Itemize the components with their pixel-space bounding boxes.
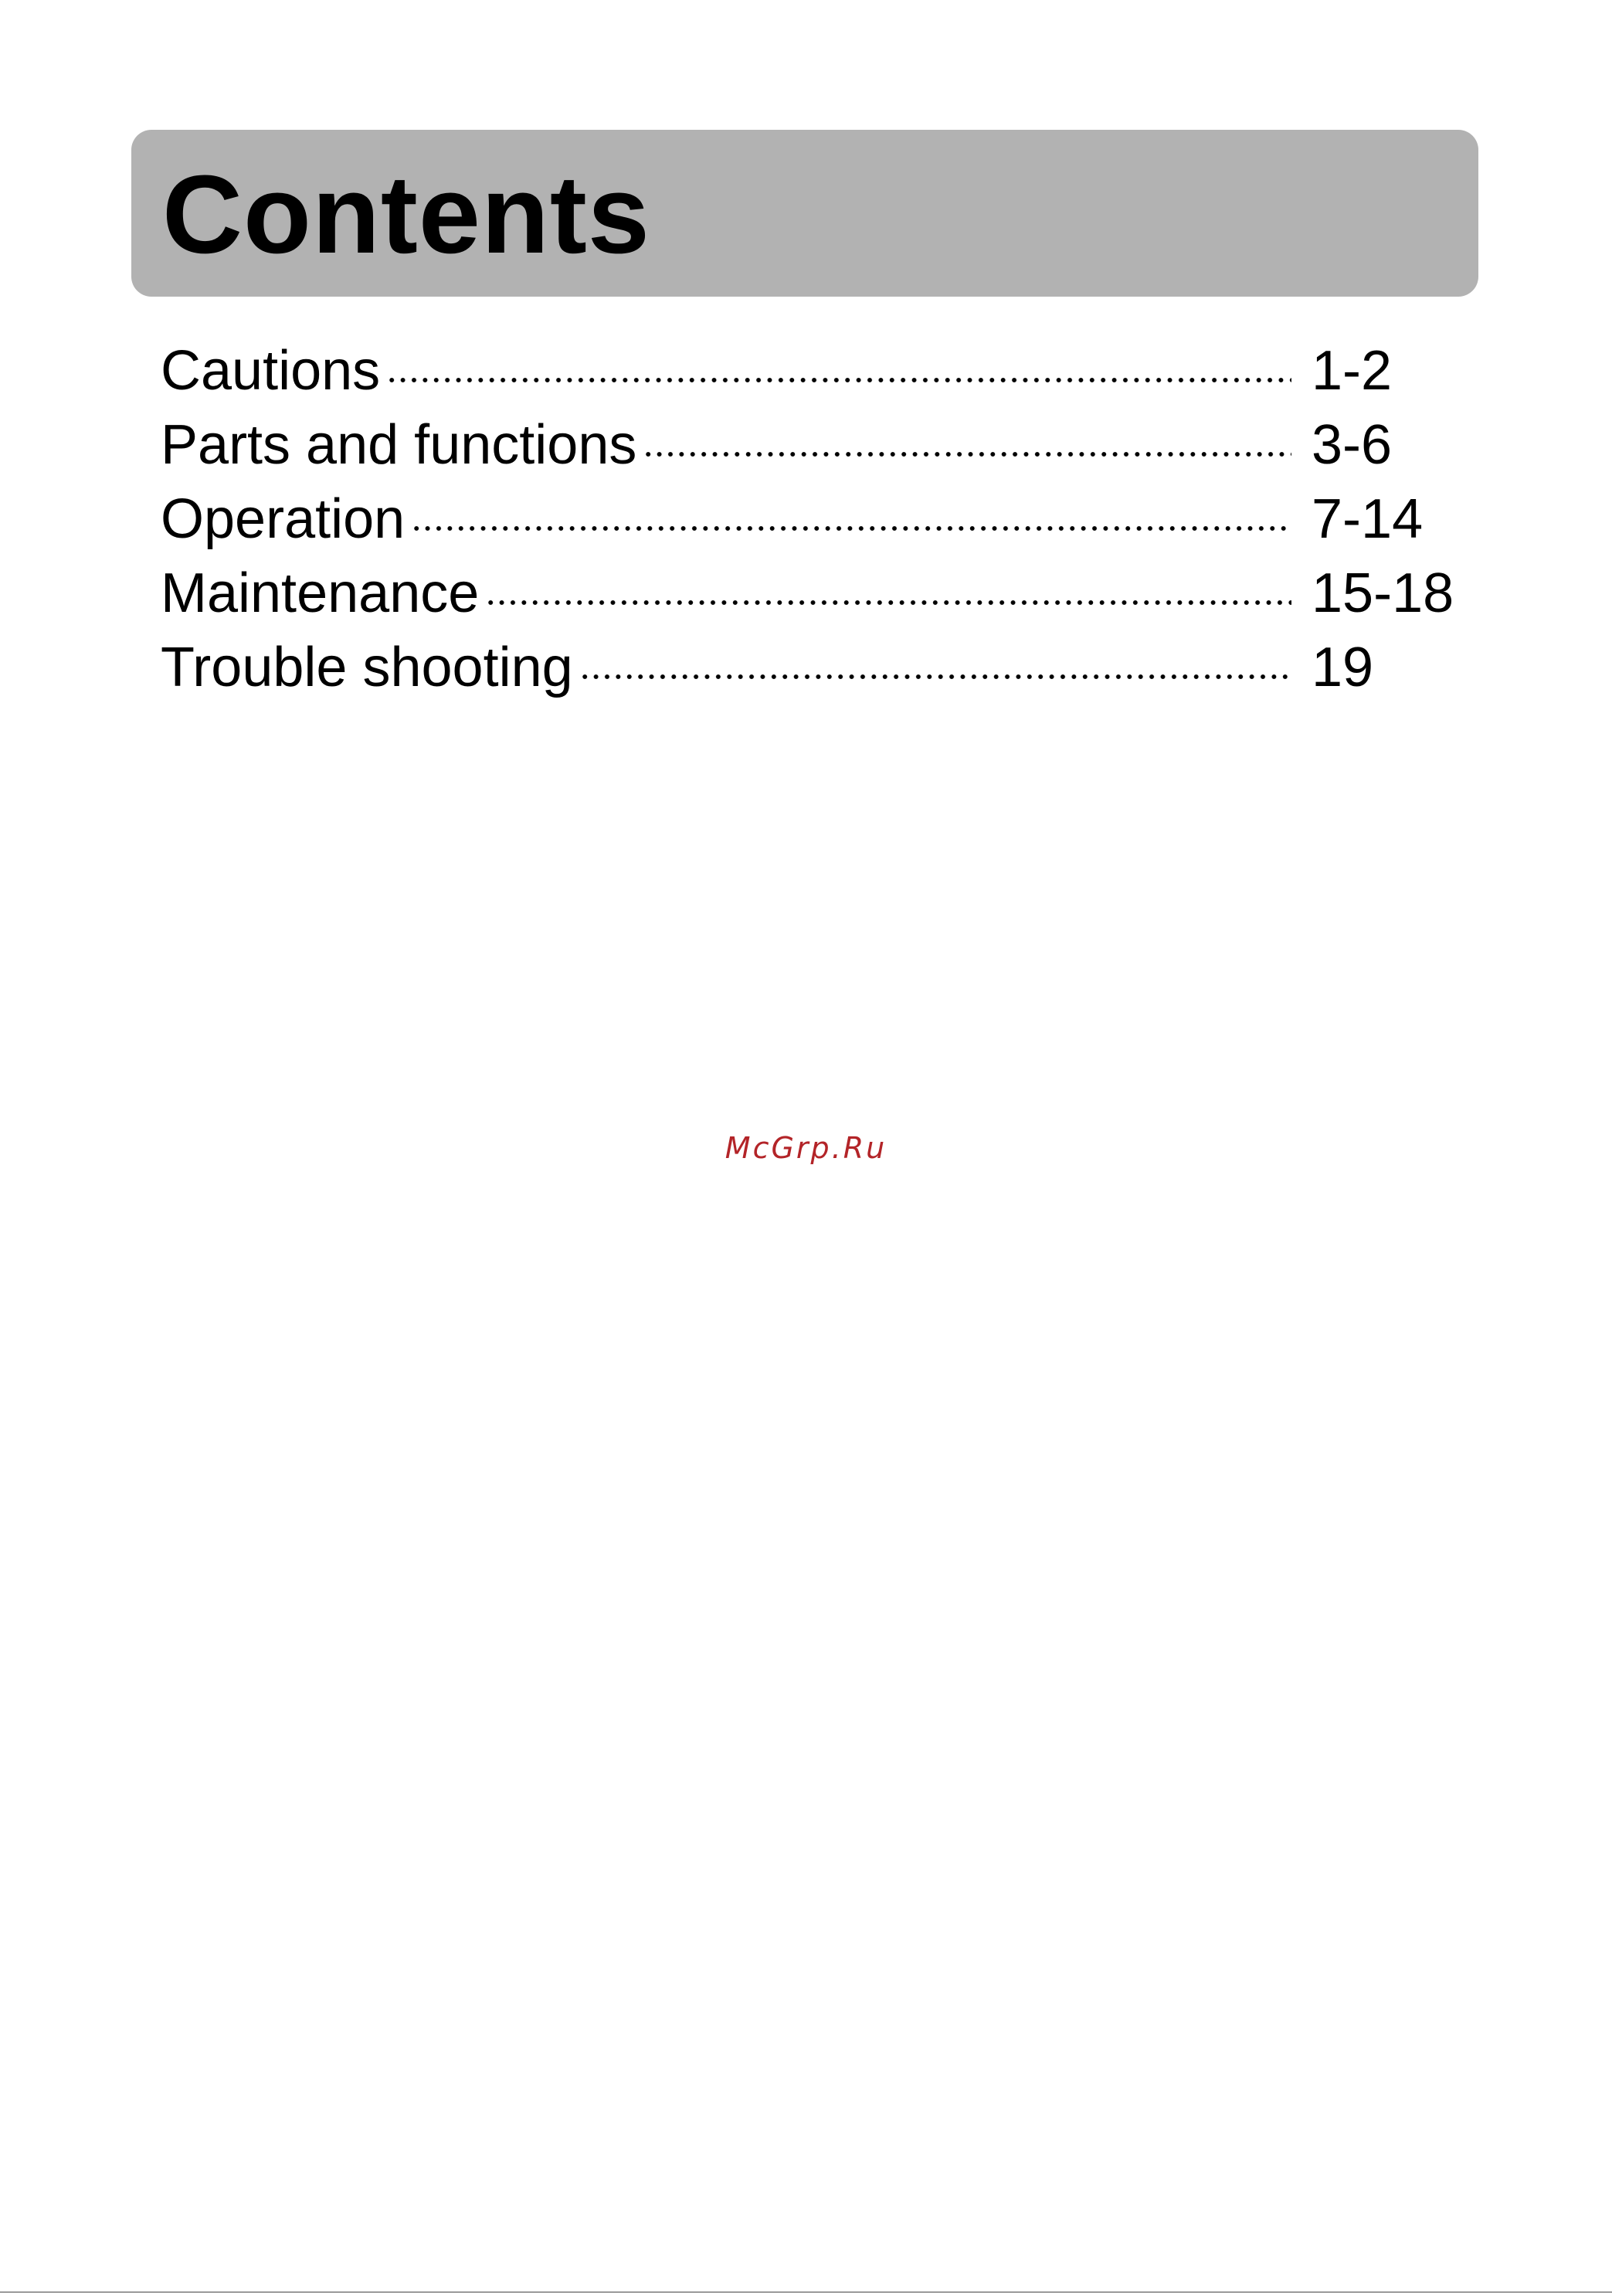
toc-entry-label: Cautions <box>161 337 380 405</box>
dot-leader <box>386 337 1291 405</box>
contents-header <box>131 130 1478 297</box>
toc-entry-pages: 3-6 <box>1312 414 1393 476</box>
toc-entry-pages: 19 <box>1312 637 1374 698</box>
bottom-divider <box>0 2291 1612 2293</box>
toc-entry-label: Operation <box>161 485 405 553</box>
dot-leader <box>411 485 1291 553</box>
toc-entry-trouble-shooting[interactable] <box>161 633 1474 708</box>
watermark-text: McGrp.Ru <box>725 1131 887 1165</box>
dot-leader <box>579 633 1291 701</box>
toc-entry-parts-and-functions[interactable] <box>161 411 1474 485</box>
toc-entry-cautions[interactable] <box>161 337 1474 411</box>
page-title: Contents <box>162 152 650 277</box>
toc-entry-pages: 1-2 <box>1312 340 1393 402</box>
dot-leader <box>643 411 1291 479</box>
table-of-contents <box>161 337 1474 708</box>
toc-entry-pages: 15-18 <box>1312 562 1454 624</box>
toc-entry-label: Maintenance <box>161 559 479 627</box>
toc-entry-label: Parts and functions <box>161 411 636 479</box>
toc-entry-label: Trouble shooting <box>161 633 573 701</box>
toc-entry-pages: 7-14 <box>1312 488 1424 550</box>
dot-leader <box>485 559 1291 627</box>
toc-entry-maintenance[interactable] <box>161 559 1474 633</box>
toc-entry-operation[interactable] <box>161 485 1474 559</box>
